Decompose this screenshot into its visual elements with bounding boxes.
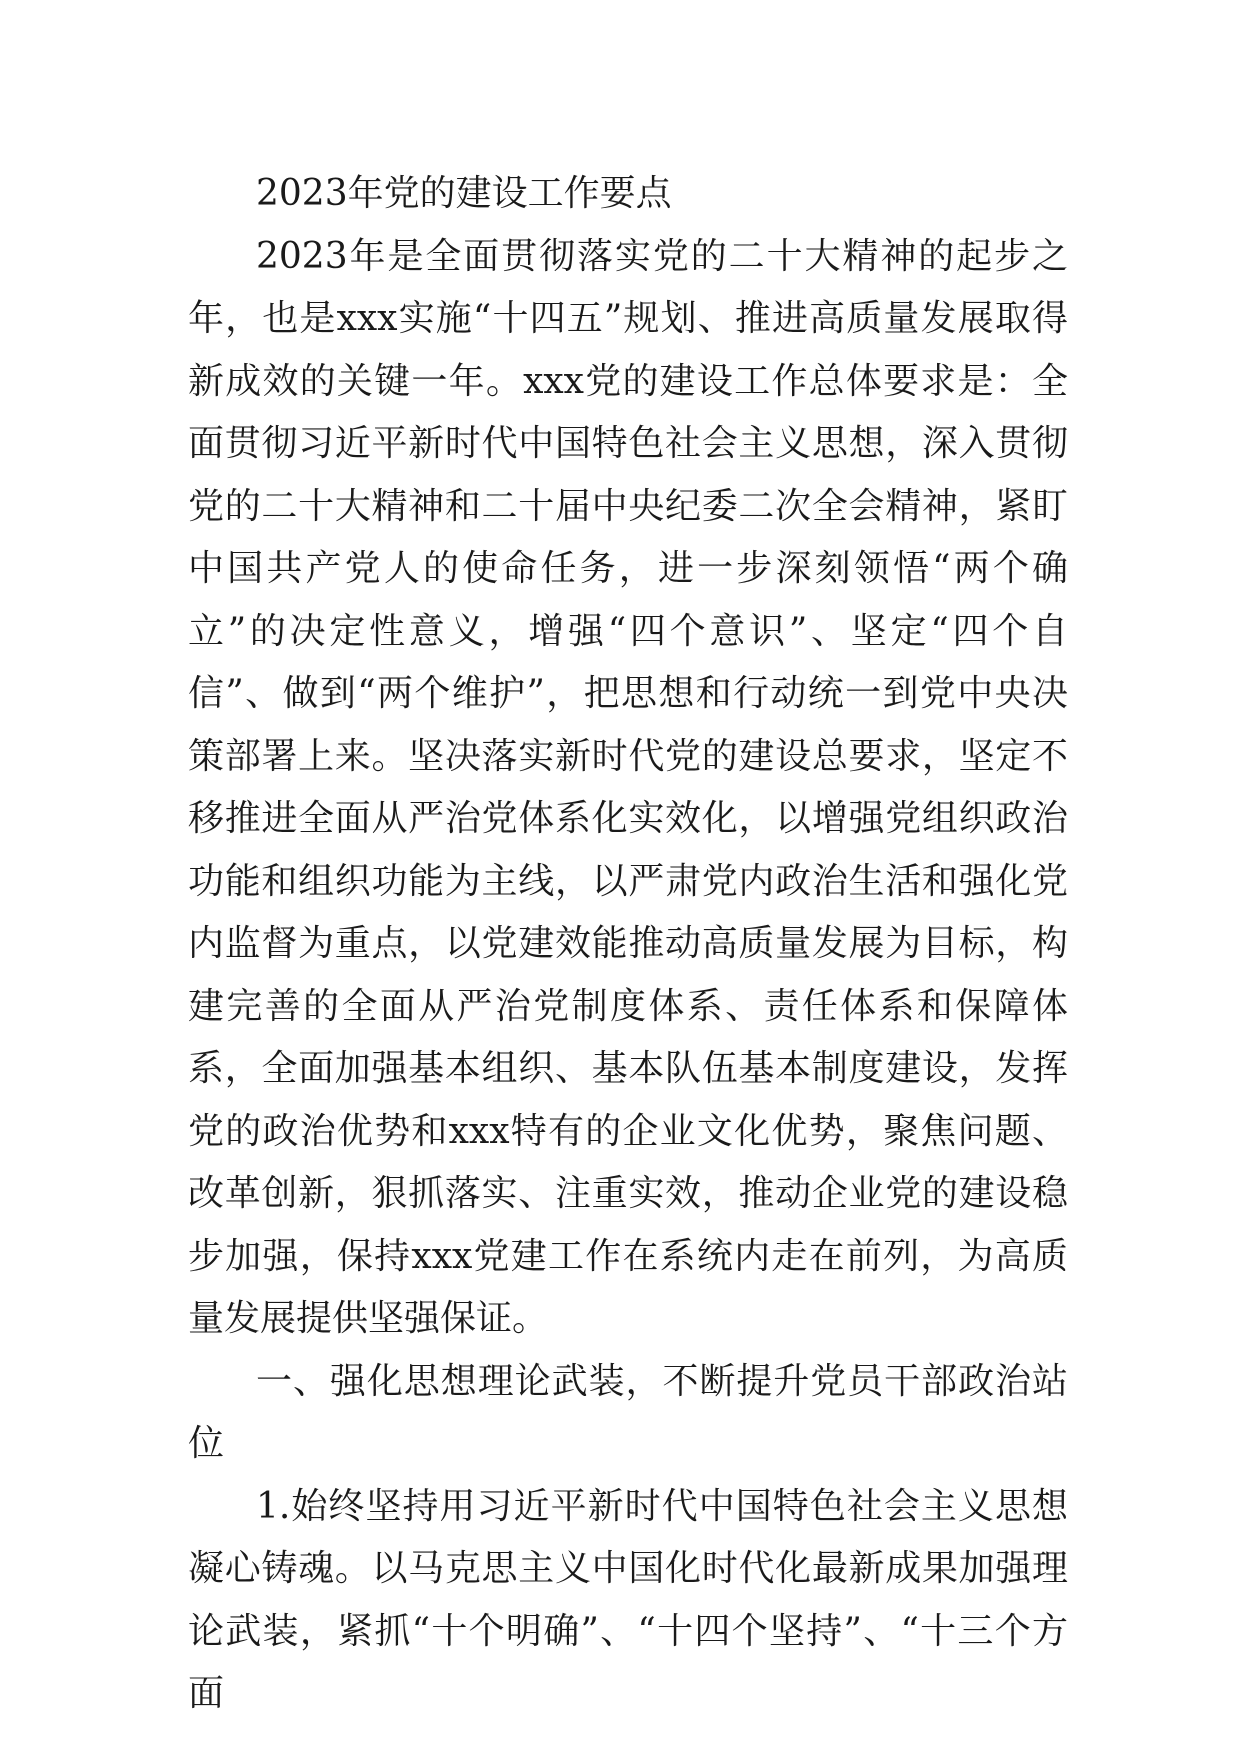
document-title: 2023年党的建设工作要点: [256, 173, 672, 214]
section-heading: 一、强化思想理论武装，不断提升党员干部政治站位: [188, 1360, 1068, 1464]
intro-paragraph: 2023年是全面贯彻落实党的二十大精神的起步之年，也是xxx实施“十四五”规划、推进高质量发展取得新成效的关键一年。xxx党的建设工作总体要求是：全面贯彻习近平新时代中国特色社会主义思想，深入贯彻党的二十大精神和二十届中央纪委二次全会精神，紧盯中国共产党人的使命任务，进一步深刻领悟“两个确立”的决定性意义，增强“四个意识”、坚定“四个自信”、做到“两个维护”，把思想和行动统一到党中央决策部署上来。坚决落实新时代党的建设总要求，坚定不移推进全面从严治党体系化实效化，以增强党组织政治功能和组织功能为主线，以严肃党内政治生活和强化党内监督为重点，以党建效能推动高质量发展为目标，构建完善的全面从严治党制度体系、责任体系和保障体系，全面加强基本组织、基本队伍基本制度建设，发挥党的政治优势和xxx特有的企业文化优势，聚焦问题、改革创新，狠抓落实、注重实效，推动企业党的建设稳步加强，保持xxx党建工作在系统内走在前列，为高质量发展提供坚强保证。: [188, 235, 1068, 1339]
document-body: [188, 163, 1068, 1726]
item-paragraph: 1.始终坚持用习近平新时代中国特色社会主义思想凝心铸魂。以马克思主义中国化时代化最新成果加强理论武装，紧抓“十个明确”、“十四个坚持”、“十三个方面: [188, 1485, 1068, 1714]
